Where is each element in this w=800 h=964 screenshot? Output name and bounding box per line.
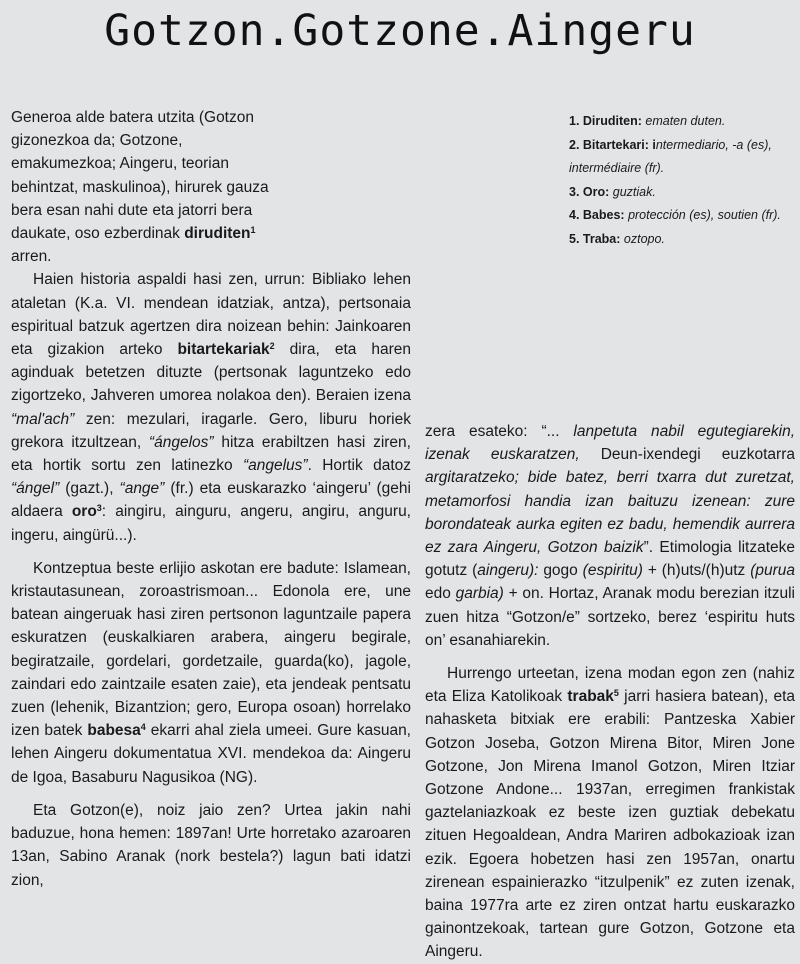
glossary-term: oro xyxy=(71,503,97,521)
glossary-note: 1. Diruditen: ematen duten. xyxy=(569,114,726,128)
paragraph-concept: Kontzeptua beste erlijio askotan ere badute: Islamean, kristautasunean, zoroastrismoan... Edonola ere, une batean aingeruak hasi ziren pertsonon laguntzaile papera eskuratzen (euskalkiaren arabera, aingeru begirale, begiratzaile, gordelari, gordetzaile, guarda(ko), jagole, zaindari edo zaintzaile esaten zaie), eta jendeak pentsatu zuen (lehenik, Bizantzion; gero, Europa osoan) horrelako izen batek babesa$^4$ ekarri ahal ziela umeei. Gure kasuan, lehen Aingeru dokumentatua XVI. mendekoa da: Aingeru de Igoa, Basaburu Nagusikoa (NG). xyxy=(11,559,411,786)
left-column xyxy=(11,106,411,892)
glossary-note: 2. Bitartekari: intermediario, -a (es), intermédiaire (fr). xyxy=(569,137,772,175)
paragraph-origin: zera esateko: “... lanpetuta nabil egutegiarekin, izenak euskaratzen, Deun-ixendegi euzkotarra argitaratzeko; bide batez, berri txarra dut zuretzat, metamorfosi handia izan baituzu izenean: zure borondateak aurka egiten ez badu, hemendik aurrera ez zara Aingeru, Gotzon baizik”. Etimologia litzateke gotutz (aingeru): gogo (espiritu) + (h)uts/(h)utz (purua edo garbia) + on. Hortaz, Aranak modu berezian itzuli zuen hitza “Gotzon/e” sortzeko, berez ‘espiritu huts on’ esanahiarekin. xyxy=(425,423,795,649)
right-column xyxy=(425,420,795,964)
paragraph-origin-start: Eta Gotzon(e), noiz jaio zen? Urtea jakin nahi baduzue, hona hemen: 1897an! Urte horretako azaroaren 13an, Sabino Aranak (nork bestela?) lagun bati idatzi zion, xyxy=(11,801,411,889)
glossary-term: bitartekariak xyxy=(177,341,270,359)
paragraph-history: Haien historia aspaldi hasi zen, urrun: Bibliako lehen ataletan (K.a. VI. mendean idatziak, antza), pertsonaia espiritual batzuk agertzen dira noizean behin: Jainkoaren eta gizakion arteko bitartekariak$^2$ dira, eta haren aginduak betetzen dituzte (pertsonak laguntzeko edo zigortzeko, Jahveren umorea nolakoa den). Beraien izena “mal'ach” zen: mezulari, iragarle. Gero, liburu horiek grekora itzultzean, “ángelos” hitza erabiltzen hasi ziren, eta hortik sortu zen latinezko “angelus”. Hortik datoz “ángel” (gazt.), “ange” (fr.) eta euskarazko ‘aingeru’ (gehi aldaera oro$^3$: aingiru, ainguru, angeru, angiru, anguru, ingeru, aingürü...). xyxy=(11,271,412,544)
glossary-notes xyxy=(569,110,794,251)
glossary-note: 3. Oro: guztiak. xyxy=(569,184,656,199)
glossary-term: trabak xyxy=(567,688,614,706)
paragraph-later-years: Hurrengo urteetan, izena modan egon zen (nahiz eta Eliza Katolikoak trabak$^5$ jarri hasiera batean), eta nahasketa bitxiak ere erabili: Pantzeska Xabier Gotzon Joseba, Gotzon Mirena Bitor, Miren Jone Gotzone, Jon Mirena Imanol Gotzon, Miren Itziar Gotzone Andone... 1937an, erregimen frankistak gaztelaniazkoak ez beste izen guztiak debekatu zituen Hegoaldean, Andra Mariren adbokazioak izan ezik. Egoera hobetzen hasi zen 1957an, onartu zirenean espainierazko “itzulpenik” ez zuten izenak, baina 1977ra arte ez ziren ontzat hartu euskarazko gainontzekoak, tartean gure Gotzon, Gotzone eta Aingeru. xyxy=(425,665,795,961)
glossary-term: babesa xyxy=(87,722,141,740)
paragraph-intro: Generoa alde batera utzita (Gotzon gizonezkoa da; Gotzone, emakumezkoa; Aingeru, teorian behintzat, maskulinoa), hirurek gauza bera esan nahi dute eta jatorri bera daukate, oso ezberdinak diruditen$^1$ arren. xyxy=(11,109,269,266)
glossary-note: 5. Traba: oztopo. xyxy=(569,231,665,246)
page-title: Gotzon.Gotzone.Aingeru xyxy=(104,6,696,56)
glossary-note: 4. Babes: protección (es), soutien (fr). xyxy=(569,208,781,222)
glossary-term: diruditen xyxy=(184,225,251,243)
